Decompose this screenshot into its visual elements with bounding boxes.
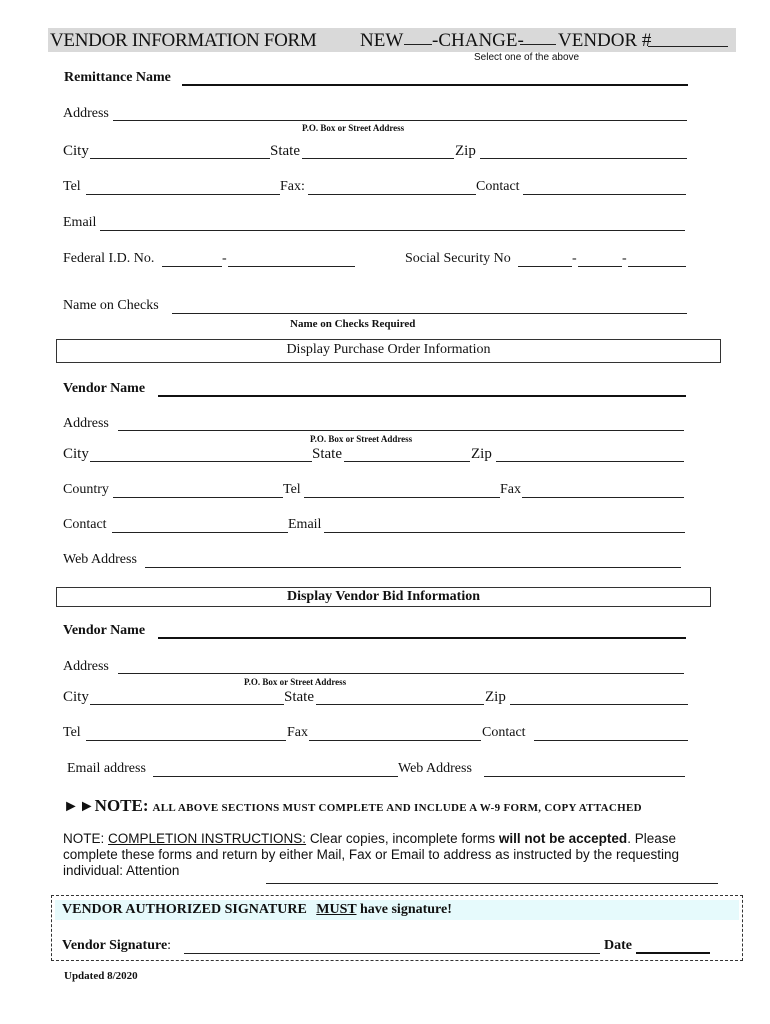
select-hint: Select one of the above <box>474 52 580 63</box>
po-web-address-field[interactable] <box>145 567 681 568</box>
signature-must: MUST <box>316 902 357 917</box>
bid-email-label: Email address <box>67 761 146 776</box>
vendor-signature-text: Vendor Signature <box>62 938 168 953</box>
bid-web-address-label: Web Address <box>398 761 472 776</box>
instructions-heading: COMPLETION INSTRUCTIONS: <box>108 831 307 846</box>
remit-fax-label: Fax: <box>280 179 305 194</box>
arrow-icon: ►► <box>63 798 95 815</box>
bid-address-hint: P.O. Box or Street Address <box>244 677 347 687</box>
signature-title: VENDOR AUTHORIZED SIGNATURE <box>62 902 307 917</box>
remit-contact-label: Contact <box>476 179 520 194</box>
bid-contact-field[interactable] <box>534 740 688 741</box>
ssn-field-part1[interactable] <box>518 266 572 267</box>
po-fax-field[interactable] <box>522 497 684 498</box>
remit-zip-label: Zip <box>455 143 476 159</box>
bid-vendor-name-label: Vendor Name <box>63 623 146 638</box>
bid-zip-label: Zip <box>485 689 506 705</box>
po-contact-label: Contact <box>63 517 107 532</box>
bid-city-field[interactable] <box>90 704 284 705</box>
updated-date: Updated 8/2020 <box>64 970 138 982</box>
name-on-checks-label: Name on Checks <box>63 298 159 313</box>
remit-email-field[interactable] <box>100 230 685 231</box>
po-tel-field[interactable] <box>304 497 500 498</box>
po-address-hint: P.O. Box or Street Address <box>310 434 413 444</box>
signature-heading <box>62 902 452 918</box>
po-tel-label: Tel <box>283 482 301 497</box>
po-vendor-name-field[interactable] <box>158 395 686 397</box>
bid-tel-label: Tel <box>63 725 81 740</box>
purchase-order-section-header <box>56 339 721 363</box>
bid-email-field[interactable] <box>153 776 398 777</box>
bid-city-label: City <box>63 689 89 705</box>
name-on-checks-field[interactable] <box>172 313 687 314</box>
po-zip-label: Zip <box>471 446 492 462</box>
completion-instructions <box>63 831 713 879</box>
po-city-field[interactable] <box>90 461 312 462</box>
note-label: NOTE: <box>94 796 149 815</box>
ssn-dash-2: - <box>622 251 627 266</box>
change-option-field[interactable] <box>520 44 556 45</box>
date-label: Date <box>604 938 632 953</box>
po-address-field[interactable] <box>118 430 684 431</box>
vendor-bid-section-header <box>56 587 711 607</box>
remit-tel-field[interactable] <box>86 194 280 195</box>
federal-id-label: Federal I.D. No. <box>63 251 155 266</box>
attention-field[interactable] <box>266 883 718 884</box>
bid-state-field[interactable] <box>316 704 484 705</box>
remit-address-label: Address <box>63 106 109 121</box>
ssn-dash-1: - <box>572 251 577 266</box>
bid-address-field[interactable] <box>118 673 684 674</box>
vendor-signature-colon: : <box>167 938 172 953</box>
po-vendor-name-label: Vendor Name <box>63 381 146 396</box>
remit-email-label: Email <box>63 215 97 230</box>
po-email-label: Email <box>288 517 322 532</box>
po-address-label: Address <box>63 416 109 431</box>
po-web-address-label: Web Address <box>63 552 137 567</box>
bid-fax-field[interactable] <box>309 740 481 741</box>
federal-id-dash: - <box>222 251 227 266</box>
po-country-label: Country <box>63 482 109 497</box>
remit-zip-field[interactable] <box>480 158 687 159</box>
remit-fax-field[interactable] <box>308 194 476 195</box>
ssn-field-part2[interactable] <box>578 266 622 267</box>
remittance-name-label: Remittance Name <box>64 70 171 85</box>
bid-fax-label: Fax <box>287 725 308 740</box>
po-city-label: City <box>63 446 89 462</box>
bid-tel-field[interactable] <box>86 740 286 741</box>
date-field[interactable] <box>636 952 710 954</box>
vendor-bid-section-title: Display Vendor Bid Information <box>286 589 481 604</box>
po-contact-field[interactable] <box>112 532 288 533</box>
new-option-label: NEW <box>360 30 404 51</box>
bid-contact-label: Contact <box>482 725 526 740</box>
bid-state-label: State <box>284 689 314 705</box>
bid-web-address-field[interactable] <box>484 776 685 777</box>
instructions-part1: Clear copies, incomplete forms <box>309 831 496 846</box>
purchase-order-section-title: Display Purchase Order Information <box>286 342 491 357</box>
bid-zip-field[interactable] <box>510 704 688 705</box>
change-option-label: -CHANGE- <box>432 30 524 51</box>
po-country-field[interactable] <box>113 497 283 498</box>
remit-state-label: State <box>270 143 300 159</box>
po-email-field[interactable] <box>324 532 685 533</box>
po-fax-label: Fax <box>500 482 521 497</box>
po-state-label: State <box>312 446 342 462</box>
vendor-signature-field[interactable] <box>184 953 600 954</box>
remit-po-hint: P.O. Box or Street Address <box>302 123 405 133</box>
ssn-label: Social Security No <box>405 251 511 266</box>
vendor-signature-label <box>62 938 171 954</box>
vendor-number-field[interactable] <box>648 46 728 47</box>
remit-city-label: City <box>63 143 89 159</box>
bid-vendor-name-field[interactable] <box>158 637 686 639</box>
ssn-field-part3[interactable] <box>628 266 686 267</box>
remit-tel-label: Tel <box>63 179 81 194</box>
instructions-prefix: NOTE: <box>63 831 105 846</box>
form-title: VENDOR INFORMATION FORM <box>50 30 317 51</box>
remittance-name-field[interactable] <box>182 84 688 86</box>
new-option-field[interactable] <box>404 44 432 45</box>
bid-address-label: Address <box>63 659 109 674</box>
remit-city-field[interactable] <box>90 158 270 159</box>
vendor-number-label: VENDOR # <box>558 30 652 51</box>
signature-have: have signature! <box>359 902 452 917</box>
instructions-part2: . Please complete these forms and return by either Mail, Fax or Email to address as instructed by the requesting individual: Attention <box>63 831 680 878</box>
instructions-bold: will not be accepted <box>498 831 628 846</box>
federal-id-field-part1[interactable] <box>162 266 222 267</box>
po-zip-field[interactable] <box>496 461 684 462</box>
federal-id-field-part2[interactable] <box>228 266 355 267</box>
po-state-field[interactable] <box>344 461 470 462</box>
remit-contact-field[interactable] <box>523 194 686 195</box>
remit-address-field[interactable] <box>113 120 687 121</box>
note-text: ALL ABOVE SECTIONS MUST COMPLETE AND INCLUDE A W-9 FORM, COPY ATTACHED <box>152 802 642 814</box>
checks-required-hint: Name on Checks Required <box>290 318 416 330</box>
w9-note <box>63 796 642 816</box>
remit-state-field[interactable] <box>302 158 454 159</box>
